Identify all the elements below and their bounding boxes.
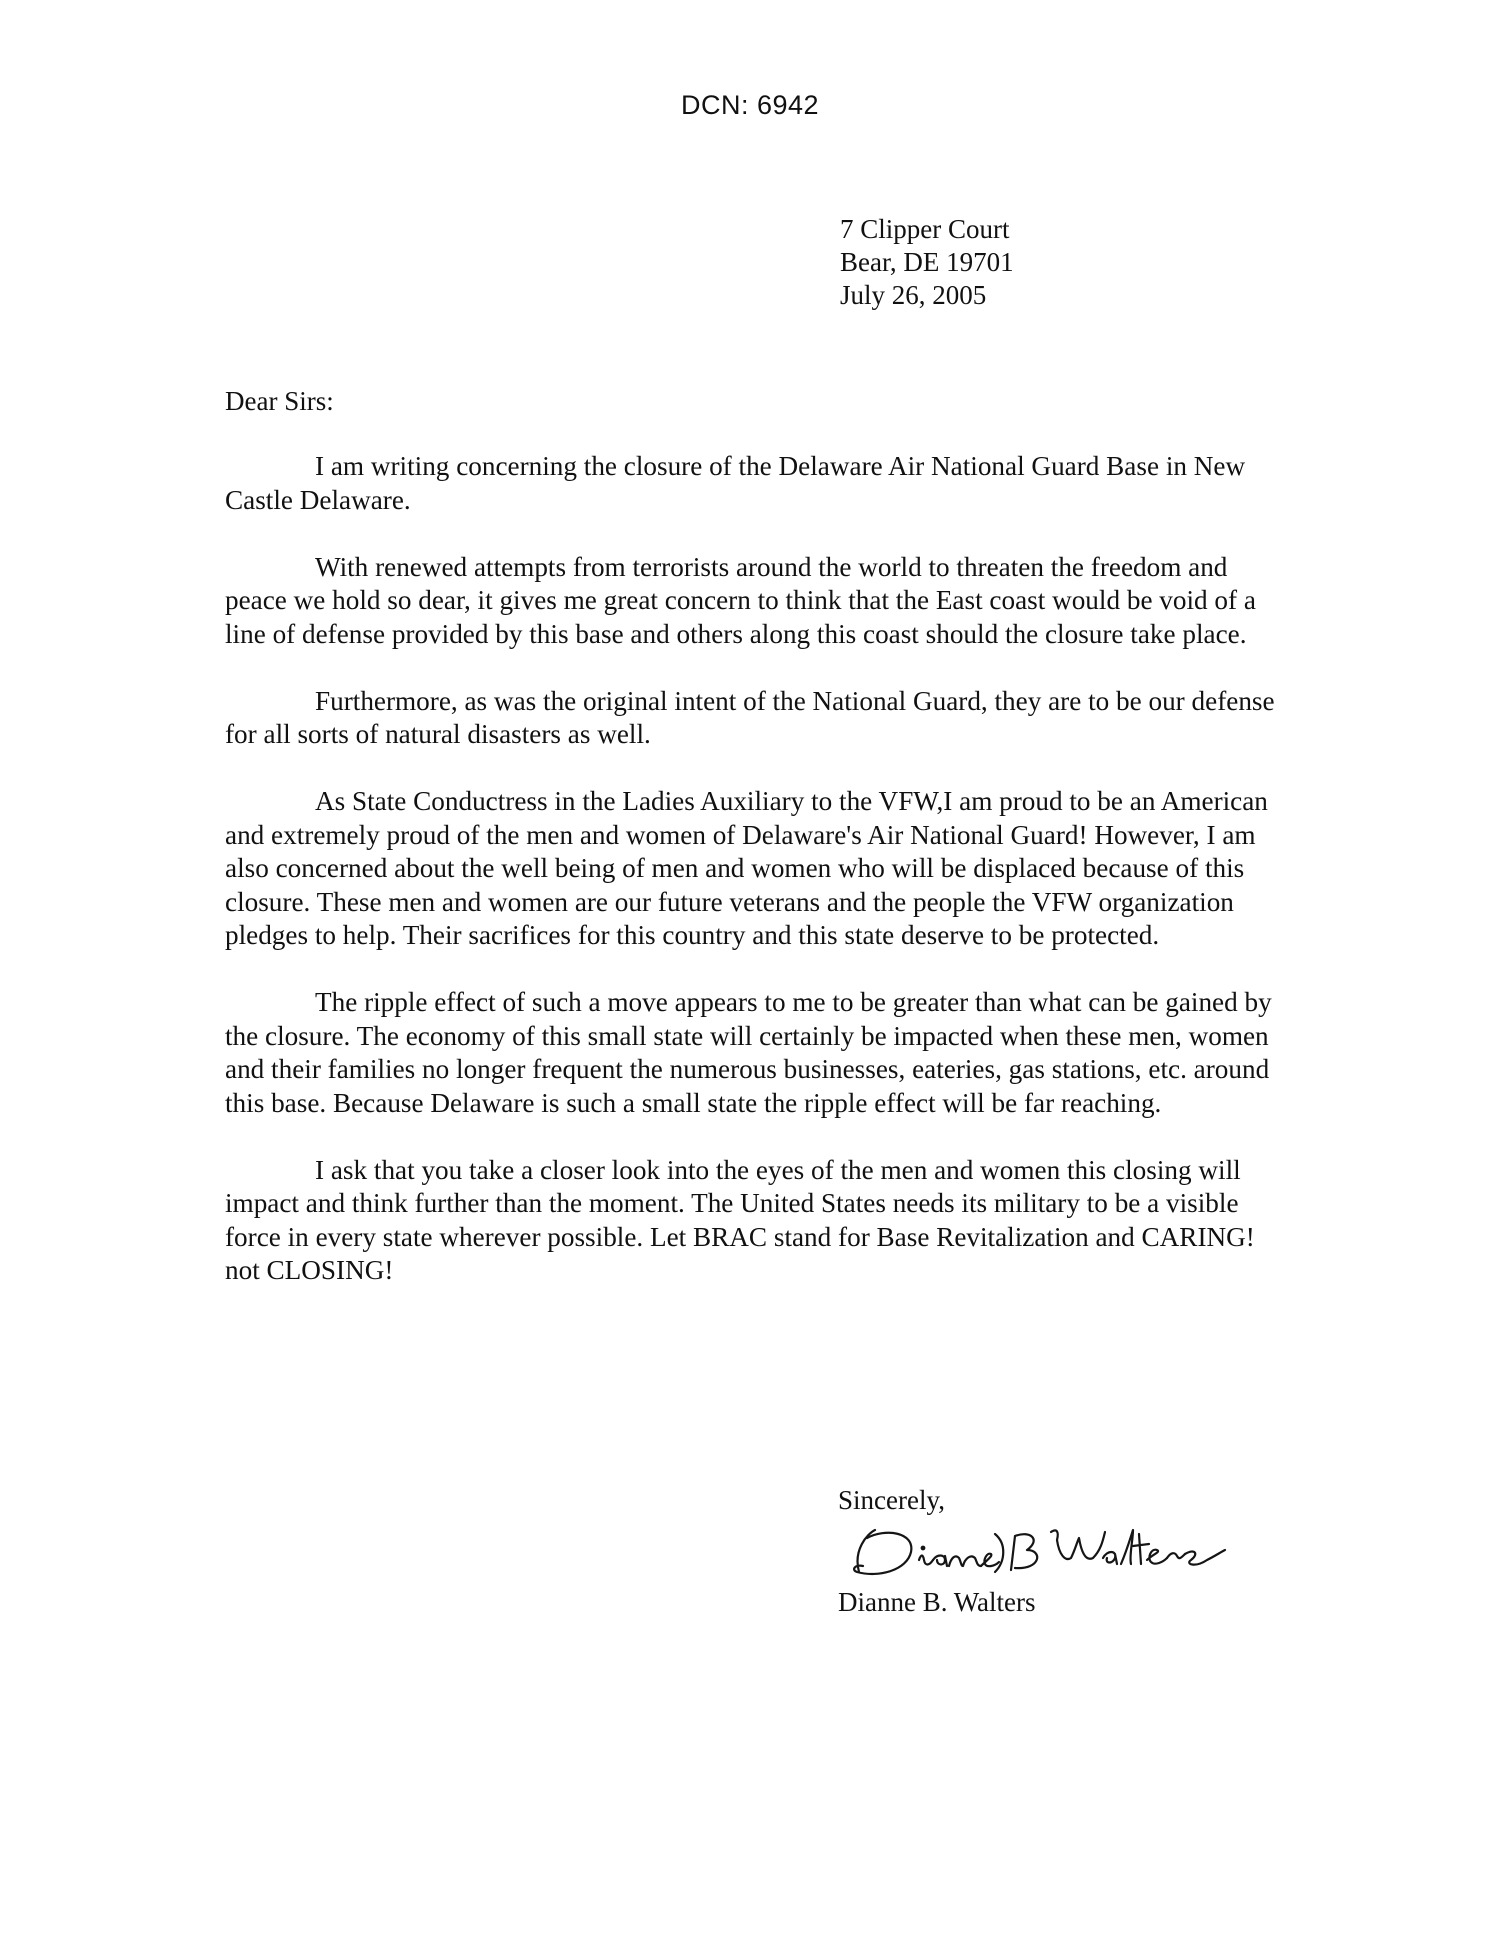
paragraph-1: I am writing concerning the closure of the Delaware Air National Guard Base in New Castle Delaware. [225,451,1246,515]
paragraph-4: As State Conductress in the Ladies Auxiliary to the VFW,I am proud to be an American and extremely proud of the men and women of Delaware's Air National Guard! However, I am also concerned about the well being of men and women who will be displaced because of this closure. These men and women are our future veterans and the people the VFW organization pledges to help. Their sacrifices for this country and this state deserve to be protected. [225,786,1268,950]
paragraph-6: I ask that you take a closer look into the eyes of the men and women this closing will impact and think further than the moment. The United States needs its military to be a visible force in every state wherever possible. Let BRAC stand for Base Revitalization and CARING! not CLOSING! [225,1154,1255,1285]
address-street: 7 Clipper Court [840,214,1010,244]
document-control-number: DCN: 6942 [680,90,820,120]
signer-name: Dianne B. Walters [838,1587,1036,1617]
address-city-state-zip: Bear, DE 19701 [840,247,1014,277]
letter-date: July 26, 2005 [840,280,987,310]
sender-address-block [840,213,1014,312]
paragraph-2: With renewed attempts from terrorists around the world to threaten the freedom and peace we hold so dear, it gives me great concern to think that the East coast would be void of a line of defense provided by this base and others along this coast should the closure take place. [225,551,1256,649]
handwritten-signature [845,1510,1235,1582]
paragraph-3: Furthermore, as was the original intent of the National Guard, they are to be our defense for all sorts of natural disasters as well. [225,685,1275,749]
letter-body [225,450,1295,1321]
valediction: Sincerely, [838,1485,945,1515]
salutation: Dear Sirs: [225,386,334,416]
paragraph-5: The ripple effect of such a move appears to me to be greater than what can be gained by the closure. The economy of this small state will certainly be impacted when these men, women and their families no longer frequent the numerous businesses, eateries, gas stations, etc. around this base. Because Delaware is such a small state the ripple effect will be far reaching. [225,987,1272,1118]
